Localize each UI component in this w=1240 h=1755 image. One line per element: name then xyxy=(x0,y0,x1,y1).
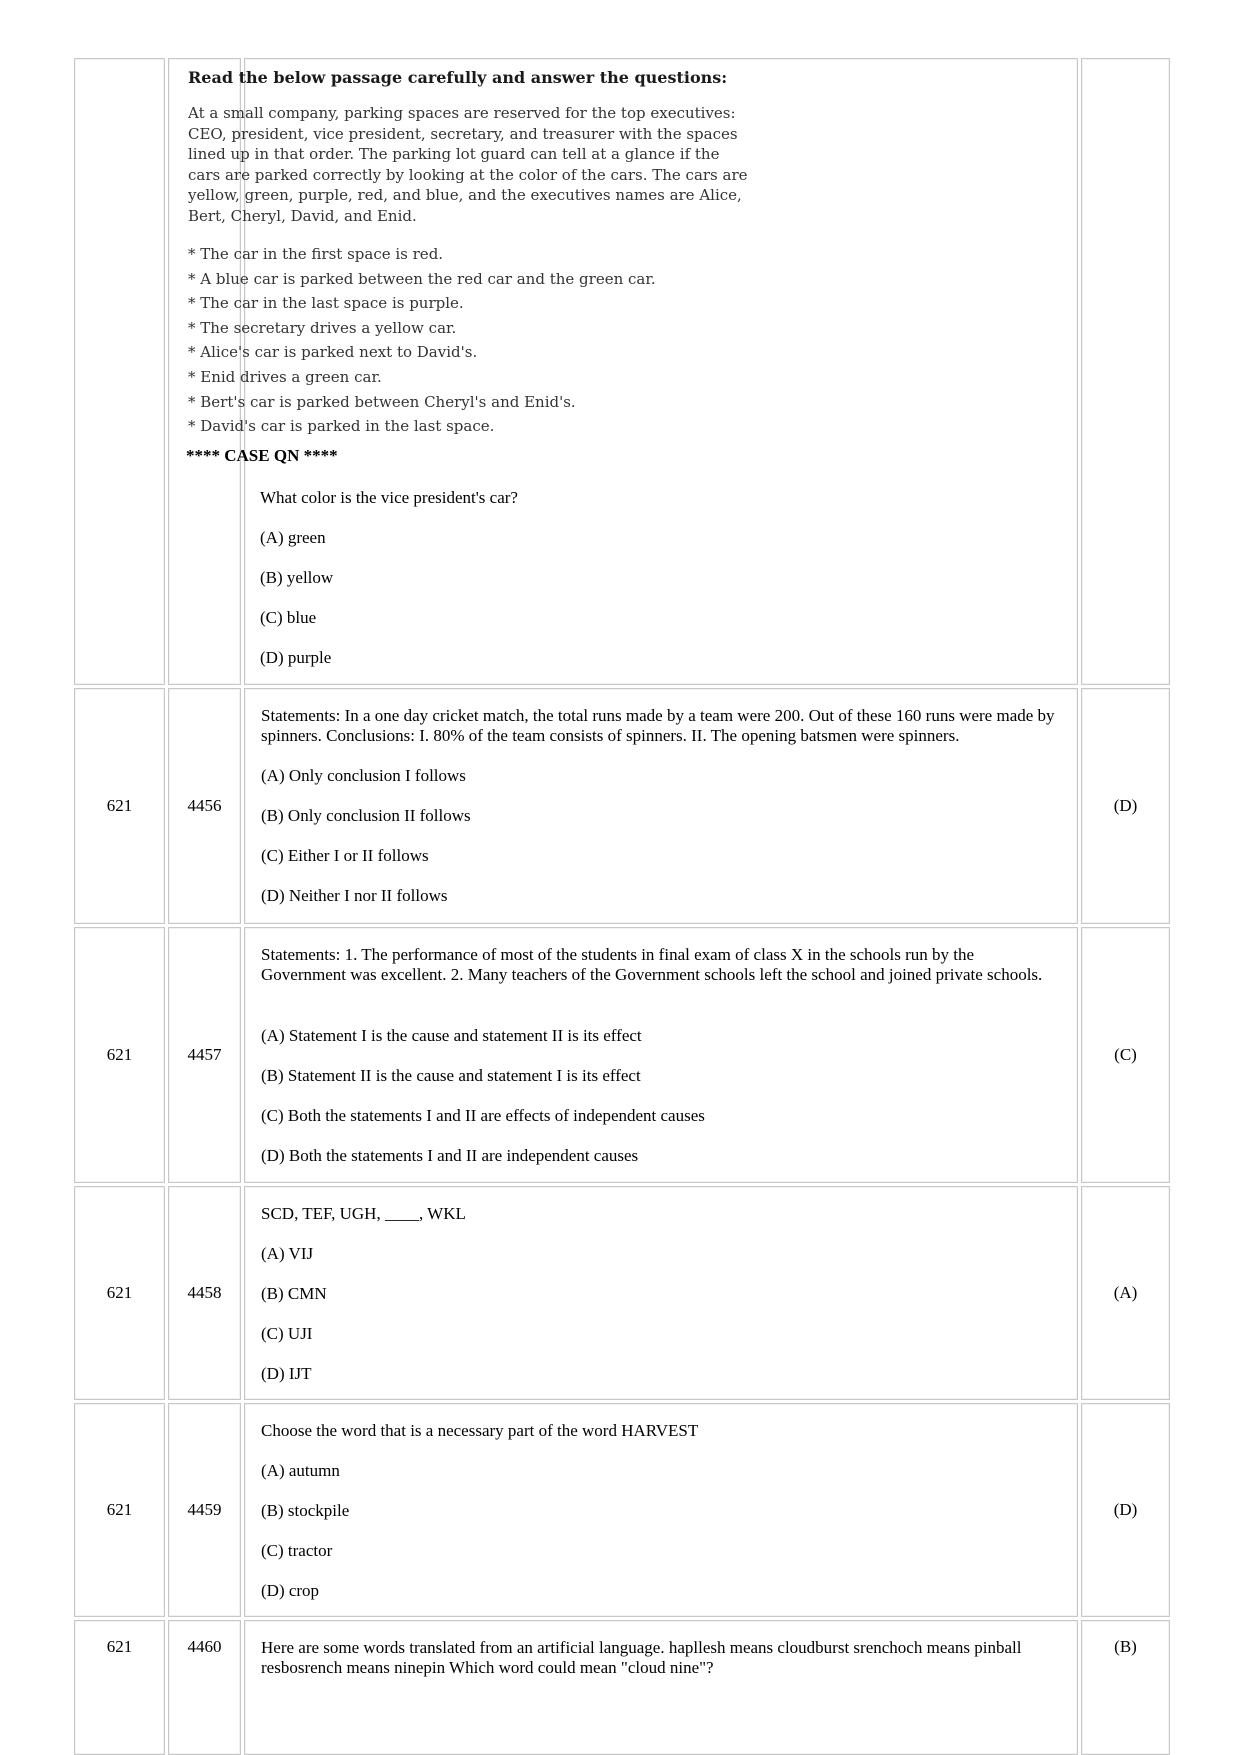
question-text: Here are some words translated from an artificial language. hapllesh means cloudburst srenchoch means pinball resbosrench means ninepin Which word could mean "cloud nine"? xyxy=(261,1638,1022,1677)
table-row xyxy=(74,927,1170,1183)
cell-answer: (D) xyxy=(1081,1403,1170,1617)
cell-answer: (A) xyxy=(1081,1186,1170,1400)
cell-question xyxy=(244,927,1078,1183)
table-row xyxy=(74,1403,1170,1617)
cell-set-id: 621 xyxy=(74,1620,165,1755)
option-b: (B) Only conclusion II follows xyxy=(261,806,471,825)
table-row xyxy=(74,1186,1170,1400)
cell-question xyxy=(244,1620,1078,1755)
cell-question xyxy=(244,1403,1078,1617)
cell-set-id: 621 xyxy=(74,688,165,924)
option-c: (C) UJI xyxy=(261,1324,313,1343)
cell-answer: (D) xyxy=(1081,688,1170,924)
option-a: (A) autumn xyxy=(261,1461,340,1480)
passage-bullet: * The secretary drives a yellow car. xyxy=(188,318,457,337)
cell-question xyxy=(244,688,1078,924)
option-c: (C) blue xyxy=(260,608,317,627)
option-b: (B) yellow xyxy=(260,568,334,587)
passage-heading: Read the below passage carefully and answer the questions: xyxy=(188,68,728,87)
option-d: (D) Both the statements I and II are independent causes xyxy=(261,1146,639,1165)
option-b: (B) Statement II is the cause and statement I is its effect xyxy=(261,1066,641,1085)
passage-bullet: * The car in the last space is purple. xyxy=(188,294,464,313)
cell-question-id: 4458 xyxy=(168,1186,241,1400)
question-text: Statements: In a one day cricket match, the total runs made by a team were 200. Out of these 160 runs were made by spinners. Conclusions: I. 80% of the team consists of spinners. II. The opening batsmen were spinners. xyxy=(261,706,1055,745)
cell-answer: (C) xyxy=(1081,927,1170,1183)
passage-bullet: * The car in the first space is red. xyxy=(188,245,444,263)
option-c: (C) tractor xyxy=(261,1541,333,1560)
option-d: (D) IJT xyxy=(261,1364,312,1383)
passage-bullet: * David's car is parked in the last space. xyxy=(188,417,495,436)
cell-question-id: 4456 xyxy=(168,688,241,924)
cell-set-id: 621 xyxy=(74,1403,165,1617)
passage-bullet: * Enid drives a green car. xyxy=(188,367,382,386)
cell-question-id: 4459 xyxy=(168,1403,241,1617)
option-a: (A) Statement I is the cause and statement II is its effect xyxy=(261,1026,642,1045)
option-d: (D) purple xyxy=(260,648,332,667)
passage-bullet: * Alice's car is parked next to David's. xyxy=(188,343,478,362)
cell-question-id: 4457 xyxy=(168,927,241,1183)
option-a: (A) VIJ xyxy=(261,1244,314,1263)
option-c: (C) Both the statements I and II are effects of independent causes xyxy=(261,1106,705,1125)
cell-set-id xyxy=(74,58,165,685)
table-row xyxy=(74,688,1170,924)
question-text: What color is the vice president's car? xyxy=(260,488,518,507)
option-b: (B) stockpile xyxy=(261,1501,350,1520)
question-text: Statements: 1. The performance of most of the students in final exam of class X in the schools run by the Government was excellent. 2. Many teachers of the Government schools left the school and joined private schools. xyxy=(261,945,1043,984)
cell-set-id: 621 xyxy=(74,1186,165,1400)
passage-bullet: * A blue car is parked between the red car and the green car. xyxy=(188,269,656,288)
option-c: (C) Either I or II follows xyxy=(261,846,429,865)
cell-answer xyxy=(1081,58,1170,685)
question-text: SCD, TEF, UGH, ____, WKL xyxy=(261,1204,466,1223)
passage-bullet: * Bert's car is parked between Cheryl's and Enid's. xyxy=(188,392,576,411)
cell-set-id: 621 xyxy=(74,927,165,1183)
cell-question-id: 4460 xyxy=(168,1620,241,1755)
passage-image xyxy=(188,68,828,439)
option-a: (A) Only conclusion I follows xyxy=(261,766,466,785)
cell-answer: (B) xyxy=(1081,1620,1170,1755)
option-a: (A) green xyxy=(260,528,326,547)
passage-paragraph: At a small company, parking spaces are reserved for the top executives: CEO, president, vice president, secretary, and treasurer with the spaces lined up in that order. The parking lot guard can tell at a glance if the cars are parked correctly by looking at the color of the cars. The cars are yellow, green, purple, red, and blue, and the executives names are Alice, Bert, Cheryl, David, and Enid. xyxy=(188,104,748,225)
option-b: (B) CMN xyxy=(261,1284,327,1303)
cell-question xyxy=(244,1186,1078,1400)
table-row xyxy=(74,1620,1170,1755)
option-d: (D) Neither I nor II follows xyxy=(261,886,448,905)
question-text: Choose the word that is a necessary part of the word HARVEST xyxy=(261,1421,699,1440)
case-label: **** CASE QN **** xyxy=(186,446,338,465)
option-d: (D) crop xyxy=(261,1581,320,1600)
